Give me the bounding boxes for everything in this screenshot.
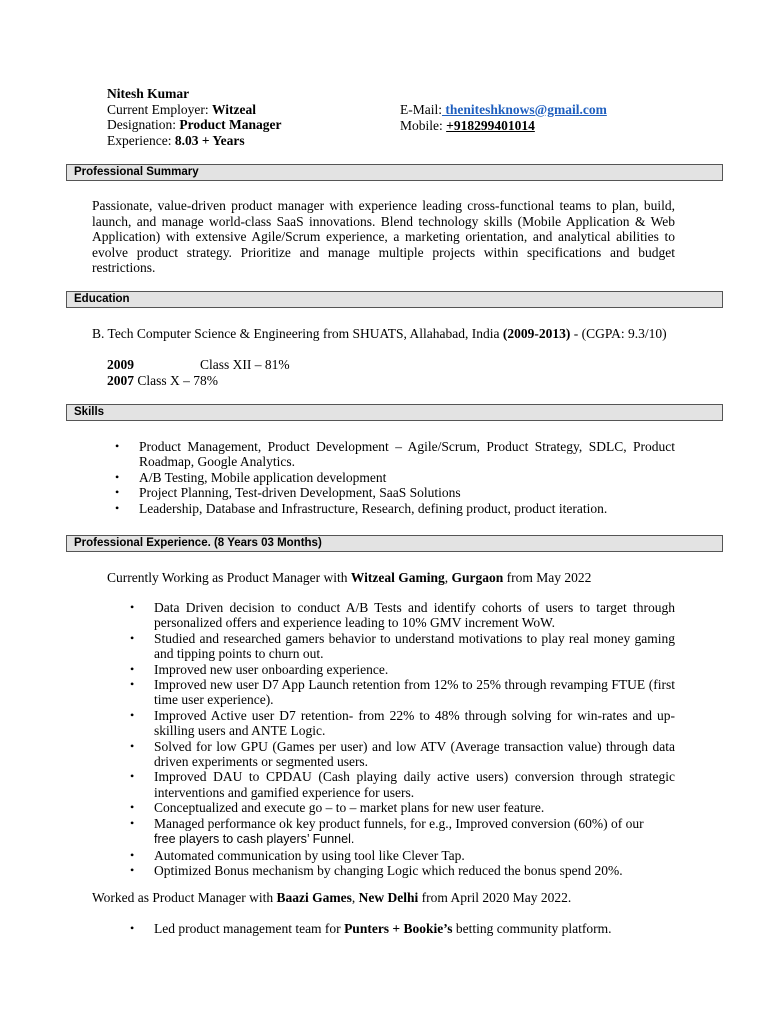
education-row-2009: 2009 Class XII – 81% xyxy=(107,357,290,372)
list-item: • Data Driven decision to conduct A/B Tests and identify cohorts of users to target through personalized offers and experience leading to 10% GMV increment WoW. xyxy=(130,600,675,631)
list-item: • Led product management team for Punters + Bookie’s betting community platform. xyxy=(130,921,612,936)
section-skills: Skills xyxy=(66,404,723,421)
education-row-2007: 2007 Class X – 78% xyxy=(107,373,218,388)
header-left xyxy=(107,86,281,148)
mobile-number: +918299401014 xyxy=(446,117,535,133)
employer-line: Current Employer: Witzeal xyxy=(107,101,256,117)
list-item: • Leadership, Database and Infrastructure, Research, defining product, product iteration. xyxy=(115,500,608,516)
job1-location: Gurgaon xyxy=(451,570,504,585)
education-degree: B. Tech Computer Science & Engineering from SHUATS, Allahabad, India (2009-2013) - (CGPA: 9.3/10) xyxy=(92,326,667,341)
designation-line: Designation: Product Manager xyxy=(107,117,282,132)
list-item: • Improved new user onboarding experience. xyxy=(130,661,389,677)
list-item: • Automated communication by using tool like Clever Tap. xyxy=(130,847,465,863)
job2-location: New Delhi xyxy=(358,890,419,905)
job2-intro: Worked as Product Manager with Baazi Games, New Delhi from April 2020 May 2022. xyxy=(92,890,572,905)
section-professional-experience: Professional Experience. (8 Years 03 Months) xyxy=(66,535,723,552)
section-education: Education xyxy=(66,291,723,308)
job2-company: Baazi Games xyxy=(276,890,352,905)
list-item: • A/B Testing, Mobile application development xyxy=(115,469,387,485)
header-right xyxy=(400,102,607,133)
list-item: • Solved for low GPU (Games per user) and low ATV (Average transaction value) through data driven experiments or segmented users. xyxy=(130,738,675,770)
list-item: • Conceptualized and execute go – to – market plans for new user feature. xyxy=(130,800,545,816)
experience-line: Experience: 8.03 + Years xyxy=(107,132,245,148)
job1-company: Witzeal Gaming xyxy=(350,570,445,585)
list-item: • Project Planning, Test-driven Development, SaaS Solutions xyxy=(115,485,461,501)
summary-paragraph: Passionate, value-driven product manager with experience leading cross-functional teams to plan, build, launch, and manage world-class SaaS innovations. Blend technology skills (Mobile Application & Web Application) with extensive Agile/Scrum experience, a marketing orientation, and analytical abilities to evolve product strategy. Prioritize and manage multiple projects within specifications and budget restrictions. xyxy=(92,198,675,275)
job1-intro: Currently Working as Product Manager with Witzeal Gaming, Gurgaon from May 2022 xyxy=(107,570,592,585)
job2-bullets xyxy=(130,921,675,936)
email-link[interactable]: theniteshknows@gmail.com xyxy=(442,102,607,117)
candidate-name: Nitesh Kumar xyxy=(107,86,190,101)
experience-years: 8.03 + Years xyxy=(174,132,245,148)
list-item: • Optimized Bonus mechanism by changing Logic which reduced the bonus spend 20%. xyxy=(130,862,623,878)
email-line: E-Mail: theniteshknows@gmail.com xyxy=(400,102,607,117)
skills-list xyxy=(115,439,675,516)
list-item: • Improved DAU to CPDAU (Cash playing daily active users) conversion through strategic interventions and gamified experience for users. xyxy=(130,769,675,800)
list-item: • Improved Active user D7 retention- from 22% to 48% through solving for win-rates and up-skilling users and ANTE Logic. xyxy=(130,707,675,739)
designation: Product Manager xyxy=(179,117,282,132)
list-item: • Product Management, Product Development – Agile/Scrum, Product Strategy, SDLC, Product Roadmap, Google Analytics. xyxy=(115,439,675,470)
employer: Witzeal xyxy=(211,101,256,117)
list-item: • Improved new user D7 App Launch retention from 12% to 25% through revamping FTUE (first time user experience). xyxy=(130,677,675,708)
list-item: • Managed performance ok key product funnels, for e.g., Improved conversion (60%) of our free players to cash players’ Funnel. xyxy=(130,815,644,847)
section-professional-summary: Professional Summary xyxy=(66,164,723,181)
job1-bullets xyxy=(130,600,675,878)
mobile-line: Mobile: +918299401014 xyxy=(400,117,535,133)
list-item: • Studied and researched gamers behavior to understand motivations to play real money gaming and tipping points to churn out. xyxy=(130,630,675,662)
